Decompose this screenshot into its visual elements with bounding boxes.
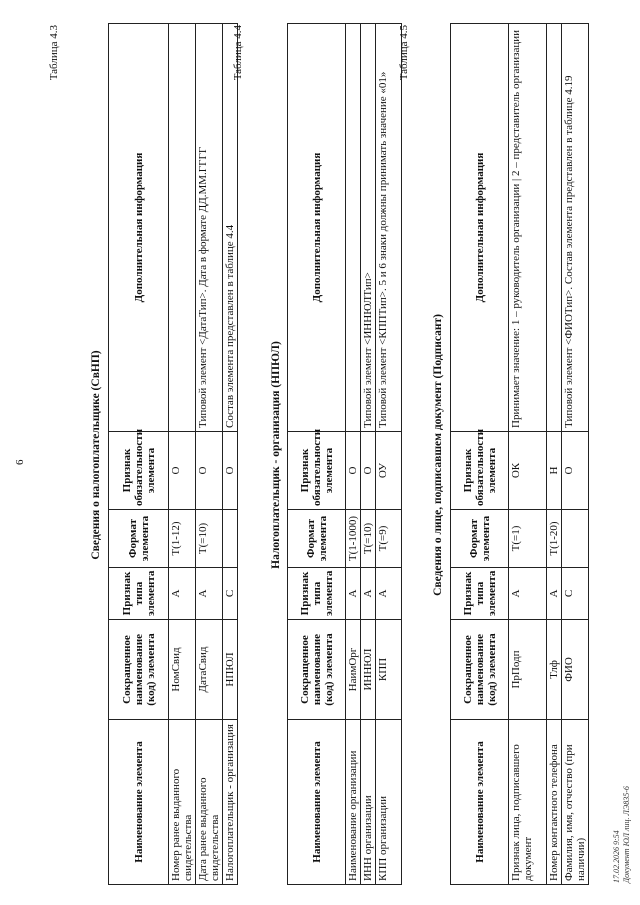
col-header-name: Наименование элемента (288, 720, 346, 885)
table-label-4-3: Таблица 4.3 (48, 25, 60, 81)
cell-format: Т(1-20) (547, 510, 562, 568)
table-4-3 (108, 23, 238, 885)
cell-type: С (223, 568, 238, 620)
col-header-code: Сокращенное наименование (код) элемента (451, 620, 509, 720)
col-header-name: Наименование элемента (109, 720, 169, 885)
cell-info: Типовой элемент <ИННЮЛТип> (361, 24, 376, 432)
cell-code: ИННЮЛ (361, 620, 376, 720)
cell-required: ОК (509, 432, 547, 510)
cell-code: Тлф (547, 620, 562, 720)
cell-code: НомСвид (169, 620, 196, 720)
stamp-date: 17.02.2026 9:54 (612, 830, 621, 883)
table-4-5 (450, 23, 589, 885)
cell-code: ПрПодп (509, 620, 547, 720)
cell-format: Т(1-12) (169, 510, 196, 568)
table-row (509, 24, 547, 885)
cell-info: Типовой элемент <ФИОТип>. Состав элемента представлен в таблице 4.19 (562, 24, 589, 432)
cell-info: Типовой элемент <ДатаТип>. Дата в формате ДД.ММ.ГГГГ (196, 24, 223, 432)
col-header-type: Признак типа элемента (109, 568, 169, 620)
col-header-required: Признак обязательности элемента (451, 432, 509, 510)
cell-code: ДатаСвид (196, 620, 223, 720)
cell-format: Т(=10) (196, 510, 223, 568)
cell-name: Наименование организации (346, 720, 361, 885)
cell-required: О (562, 432, 589, 510)
cell-format: Т(=1) (509, 510, 547, 568)
table-row (361, 24, 376, 885)
cell-name: Дата ранее выданного свидетельства (196, 720, 223, 885)
cell-name: Признак лица, подписавшего документ (509, 720, 547, 885)
col-header-info: Дополнительная информация (451, 24, 509, 432)
col-header-type: Признак типа элемента (451, 568, 509, 620)
col-header-info: Дополнительная информация (109, 24, 169, 432)
cell-code: КПП (376, 620, 402, 720)
cell-type: С (562, 568, 589, 620)
cell-format (562, 510, 589, 568)
cell-type: А (196, 568, 223, 620)
cell-info: Состав элемента представлен в таблице 4.4 (223, 24, 238, 432)
table-caption-4-4: Налогоплательщик - организация (НПЮЛ) (270, 341, 282, 569)
cell-type: А (361, 568, 376, 620)
col-header-name: Наименование элемента (451, 720, 509, 885)
cell-format: Т(=9) (376, 510, 402, 568)
col-header-required: Признак обязательности элемента (288, 432, 346, 510)
col-header-code: Сокращенное наименование (код) элемента (109, 620, 169, 720)
cell-name: Номер контактного телефона (547, 720, 562, 885)
table-row (562, 24, 589, 885)
cell-info (547, 24, 562, 432)
table-row (547, 24, 562, 885)
cell-name: Фамилия, имя, отчество (при наличии) (562, 720, 589, 885)
cell-format: Т(1-1000) (346, 510, 361, 568)
cell-name: Налогоплательщик - организация (223, 720, 238, 885)
col-header-format: Формат элемента (109, 510, 169, 568)
cell-type: А (547, 568, 562, 620)
cell-info: Принимает значение: 1 – руководитель организации | 2 – представитель организации (509, 24, 547, 432)
cell-required: О (196, 432, 223, 510)
cell-type: А (509, 568, 547, 620)
cell-required: Н (547, 432, 562, 510)
cell-code: НаимОрг (346, 620, 361, 720)
cell-name: КПП организации (376, 720, 402, 885)
cell-required: О (169, 432, 196, 510)
table-label-4-4: Таблица 4.4 (232, 25, 244, 81)
cell-required: О (361, 432, 376, 510)
table-label-4-5: Таблица 4.5 (398, 25, 410, 81)
cell-info (346, 24, 361, 432)
table-row (196, 24, 223, 885)
cell-name: Номер ранее выданного свидетельства (169, 720, 196, 885)
cell-type: А (346, 568, 361, 620)
table-caption-4-5: Сведения о лице, подписавшем документ (Подписант) (432, 314, 444, 596)
table-row (376, 24, 402, 885)
cell-type: А (169, 568, 196, 620)
table-caption-4-3: Сведения о налогоплательщике (СвНП) (90, 350, 102, 560)
cell-format (223, 510, 238, 568)
cell-required: ОУ (376, 432, 402, 510)
col-header-required: Признак обязательности элемента (109, 432, 169, 510)
cell-info: Типовой элемент <КППТип>. 5 и 6 знаки должны принимать значение «01» (376, 24, 402, 432)
table-row (346, 24, 361, 885)
col-header-format: Формат элемента (288, 510, 346, 568)
cell-type: А (376, 568, 402, 620)
cell-info (169, 24, 196, 432)
table-4-4 (287, 23, 402, 885)
page-number: 6 (14, 459, 26, 465)
table-row (223, 24, 238, 885)
cell-required: О (223, 432, 238, 510)
cell-code: НПЮЛ (223, 620, 238, 720)
cell-format: Т(=10) (361, 510, 376, 568)
col-header-format: Формат элемента (451, 510, 509, 568)
cell-code: ФИО (562, 620, 589, 720)
table-row (169, 24, 196, 885)
col-header-code: Сокращенное наименование (код) элемента (288, 620, 346, 720)
col-header-info: Дополнительная информация (288, 24, 346, 432)
cell-name: ИНН организации (361, 720, 376, 885)
col-header-type: Признак типа элемента (288, 568, 346, 620)
stamp-ref: Документ ЮЛ лиц. ЛЭ835-6 (622, 786, 631, 883)
cell-required: О (346, 432, 361, 510)
document-stamp (612, 683, 632, 883)
